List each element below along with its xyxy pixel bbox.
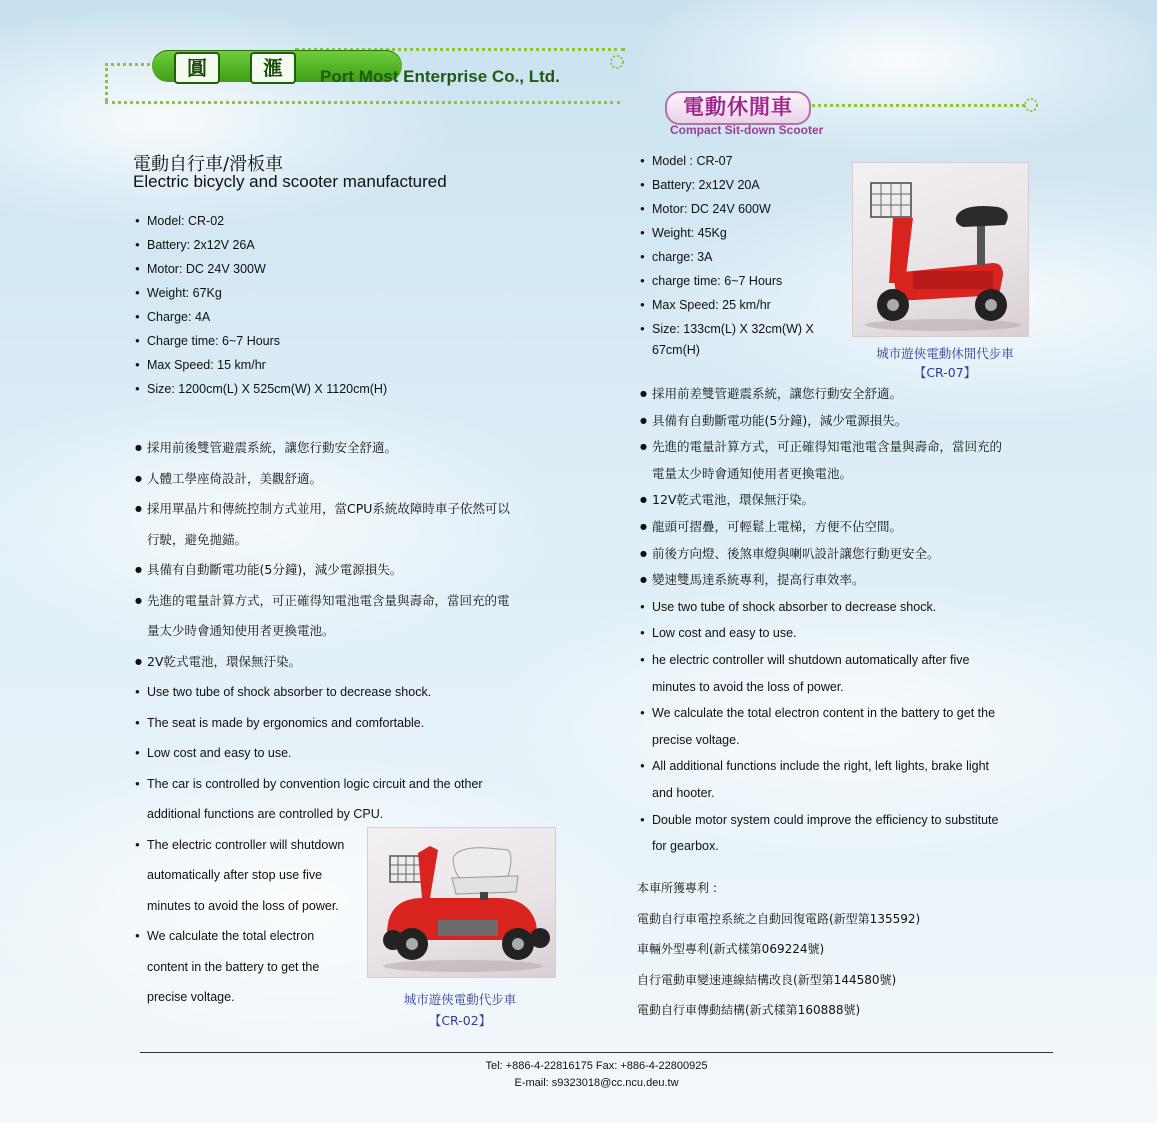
patent-item: 電動自行車傳動結構(新式樣第160888號) — [637, 1003, 861, 1017]
spec-item: ● Max Speed: 15 km/hr — [135, 356, 387, 380]
spec-item: ● Motor: DC 24V 300W — [135, 260, 387, 284]
logo-dotted-line — [105, 63, 150, 66]
section-subtitle: Compact Sit-down Scooter — [670, 123, 824, 137]
feature-text: Double motor system could improve the efficiency to substitute — [652, 812, 999, 827]
spec-item: ● Weight: 45Kg — [640, 224, 814, 248]
feature-item — [135, 433, 510, 464]
feature-text: 先進的電量計算方式，可正確得知電池電含量與壽命，當回充的電 — [147, 592, 510, 608]
cr07-caption: 城市遊俠電動休閒代步車 — [876, 346, 1014, 361]
feature-item — [640, 408, 1002, 435]
logo-dotted-line — [105, 101, 620, 104]
cr02-photo — [367, 827, 556, 978]
feature-item — [640, 541, 1002, 568]
right-spec-list — [640, 152, 814, 344]
cr02-caption: 城市遊俠電動代步車 — [403, 992, 517, 1007]
left-spec-list — [135, 212, 387, 404]
feature-text: Use two tube of shock absorber to decrease shock. — [147, 685, 432, 699]
spec-item: ● Model: CR-02 — [135, 212, 387, 236]
spec-item: ● Model : CR-07 — [640, 152, 814, 176]
spec-item: ● Size: 1200cm(L) X 525cm(W) X 1120cm(H) — [135, 380, 387, 404]
feature-item — [135, 464, 510, 495]
spec-item: ● Max Speed: 25 km/hr — [640, 296, 814, 320]
feature-text: 變速雙馬達系統專利，提高行車效率。 — [652, 572, 865, 588]
feature-text: 先進的電量計算方式，可正確得知電池電含量與壽命，當回充的 — [652, 439, 1003, 455]
spec-item: ● charge time: 6~7 Hours — [640, 272, 814, 296]
feature-item — [640, 620, 1002, 647]
feature-item — [640, 487, 1002, 514]
feature-text: he electric controller will shutdown automatically after five — [652, 652, 970, 667]
spec-item: ● Motor: DC 24V 600W — [640, 200, 814, 224]
feature-text: All additional functions include the right, left lights, brake light — [652, 759, 989, 774]
feature-text: 具備有自動斷電功能(5分鐘)，減少電源損失。 — [652, 412, 908, 428]
feature-text: 具備有自動斷電功能(5分鐘)，減少電源損失。 — [147, 562, 403, 577]
feature-text: 2V乾式電池，環保無汙染。 — [147, 653, 302, 669]
feature-text-cont: automatically after stop use five — [147, 868, 323, 882]
footer-email: E-mail: s9323018@cc.ncu.deu.tw — [514, 1077, 679, 1089]
feature-text: 12V乾式電池，環保無汙染。 — [652, 492, 814, 508]
title-dotted-line — [805, 104, 1025, 107]
feature-text: The car is controlled by convention logic circuit and the other — [147, 776, 483, 791]
feature-text: 龍頭可摺疊，可輕鬆上電梯，方便不佔空間。 — [652, 518, 903, 534]
feature-item — [640, 807, 1002, 860]
feature-text: 採用單晶片和傳統控制方式並用，當CPU系統故障時車子依然可以 — [147, 501, 510, 516]
spec-item: ● Battery: 2x12V 26A — [135, 236, 387, 260]
feature-item — [640, 647, 1002, 700]
cr02-caption-model: 【CR-02】 — [428, 1013, 492, 1028]
feature-text: Low cost and easy to use. — [652, 626, 797, 641]
logo-char: 滙 — [250, 52, 296, 84]
feature-item — [135, 647, 510, 678]
feature-item — [640, 594, 1002, 621]
feature-item — [640, 753, 1002, 806]
right-feature-list — [640, 381, 1002, 860]
feature-text: 人體工學座倚設計，美觀舒適。 — [147, 470, 323, 486]
main-title-chinese: 電動自行車/滑板車 — [133, 154, 284, 175]
feature-text-cont: precise voltage. — [652, 732, 740, 747]
feature-text: We calculate the total electron — [147, 929, 315, 943]
dotted-ring-icon — [1022, 96, 1040, 114]
feature-text-cont: 電量太少時會通知使用者更換電池。 — [652, 465, 853, 481]
feature-text-cont: 行駛，避免拋錨。 — [147, 531, 248, 547]
feature-text-cont: and hooter. — [652, 785, 715, 800]
spec-item: ● Battery: 2x12V 20A — [640, 176, 814, 200]
patent-title: 本車所獲專利 : — [637, 881, 717, 895]
section-title-pill: 電動休閒車 — [665, 91, 811, 125]
company-logo — [105, 45, 625, 110]
feature-item — [640, 567, 1002, 594]
footer-contact: Tel: +886-4-22816175 Fax: +886-4-22800925 — [485, 1060, 708, 1072]
spec-item: ● charge: 3A — [640, 248, 814, 272]
patent-item: 電動自行車電控系統之自動回復電路(新型第135592) — [637, 911, 921, 926]
feature-text: 採用前差雙管避震系統，讓您行動安全舒適。 — [652, 386, 903, 401]
patent-item: 自行電動車變速連線結構改良(新型第144580號) — [637, 972, 897, 987]
company-name: Port Most Enterprise Co., Ltd. — [320, 67, 560, 86]
spec-item: ● Charge time: 6~7 Hours — [135, 332, 387, 356]
feature-item — [135, 708, 510, 739]
feature-text-cont: precise voltage. — [147, 990, 235, 1004]
spec-item: ● Weight: 67Kg — [135, 284, 387, 308]
feature-text: 前後方向燈、後煞車燈與喇叭設計讓您行動更安全。 — [652, 545, 940, 561]
mobility-scooter-illustration — [368, 828, 555, 977]
feature-item — [135, 738, 510, 769]
cr07-caption-model: 【CR-07】 — [913, 365, 977, 380]
logo-char: 圓 — [174, 52, 220, 84]
feature-item — [640, 434, 1002, 487]
dotted-ring-icon — [608, 53, 626, 71]
patent-list — [637, 878, 920, 1031]
feature-text: The electric controller will shutdown — [147, 837, 345, 852]
feature-text: Use two tube of shock absorber to decrease shock. — [652, 599, 937, 614]
feature-item — [135, 677, 510, 708]
feature-text-cont: for gearbox. — [652, 839, 719, 854]
cr07-photo — [852, 162, 1029, 337]
feature-text: We calculate the total electron content in the battery to get the — [652, 706, 996, 721]
feature-item — [135, 586, 510, 647]
feature-item — [640, 700, 1002, 753]
feature-text-cont: minutes to avoid the loss of power. — [147, 898, 339, 913]
patent-item: 車輛外型專利(新式樣第069224號) — [637, 942, 825, 956]
feature-item — [135, 769, 510, 830]
feature-item — [135, 555, 510, 586]
logo-dotted-line — [105, 63, 111, 101]
feature-item — [640, 381, 1002, 408]
feature-text: The seat is made by ergonomics and comfortable. — [147, 715, 425, 730]
feature-item — [135, 494, 510, 555]
sitdown-scooter-illustration — [853, 163, 1028, 336]
feature-text-cont: 量太少時會通知使用者更換電池。 — [147, 623, 335, 638]
spec-item: ● Charge: 4A — [135, 308, 387, 332]
feature-text-cont: content in the battery to get the — [147, 959, 320, 974]
feature-text: Low cost and easy to use. — [147, 746, 292, 760]
feature-text-cont: minutes to avoid the loss of power. — [652, 679, 844, 694]
feature-text-cont: additional functions are controlled by CPU. — [147, 807, 384, 821]
footer-divider — [140, 1052, 1053, 1053]
feature-item — [640, 514, 1002, 541]
spec-item: ● Size: 133cm(L) X 32cm(W) X — [640, 320, 814, 344]
spec-size-cont: 67cm(H) — [652, 343, 700, 357]
feature-text: 採用前後雙管避震系統，讓您行動安全舒適。 — [147, 440, 398, 455]
main-title-english: Electric bicycly and scooter manufactured — [133, 172, 447, 191]
